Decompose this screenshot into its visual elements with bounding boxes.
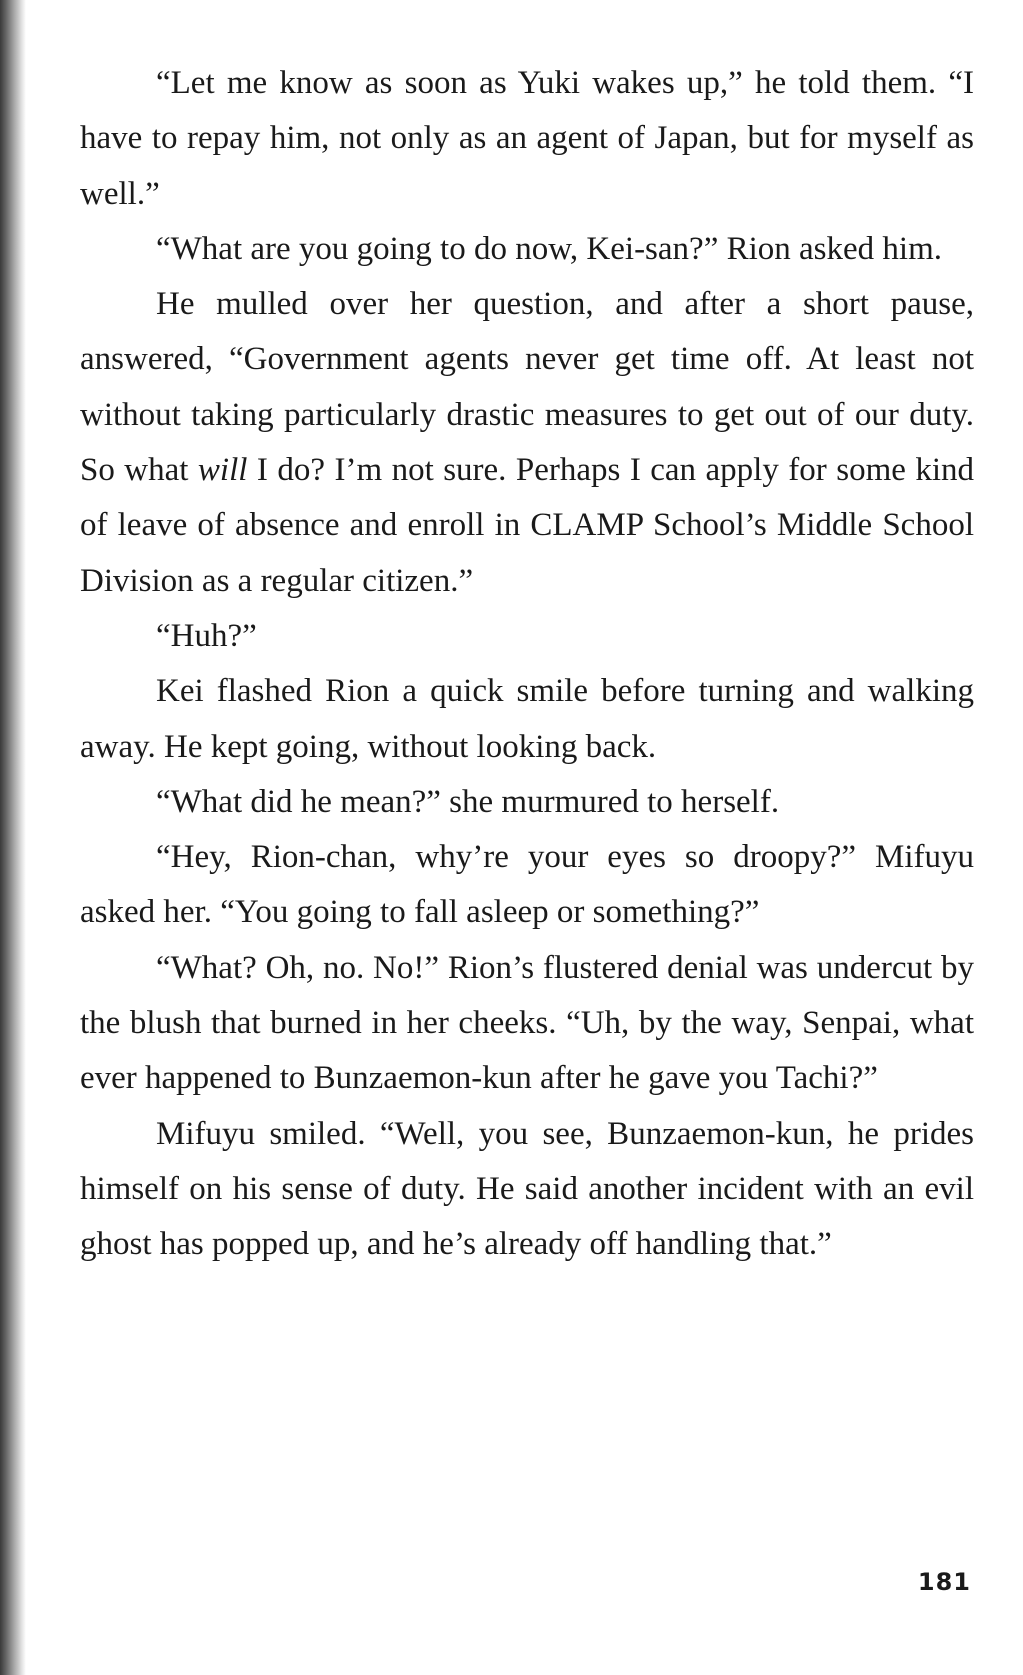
paragraph-4: “Huh?” — [156, 617, 257, 654]
emphasis-will: will — [197, 452, 248, 489]
body-text — [80, 56, 974, 1273]
paragraph-6: “What did he mean?” she murmured to herself. — [156, 783, 780, 820]
paragraph-9: Mifuyu smiled. “Well, you see, Bunzaemon-kun, he prides himself on his sense of duty. He said another incident with an evil ghost has popped up, and he’s already off handling that.” — [80, 1115, 974, 1263]
paragraph-3-lead: He mulled over her question, and after a short pause, answered, “Government agents never get time off. At least not without taking particularly drastic measures to get out of our duty. So what — [80, 286, 974, 489]
paragraph-8: “What? Oh, no. No!” Rion’s flustered denial was undercut by the blush that burned in her cheeks. “Uh, by the way, Senpai, what ever happened to Bunzaemon-kun after he gave you Tachi?” — [80, 949, 974, 1097]
paragraph-1: “Let me know as soon as Yuki wakes up,” he told them. “I have to repay him, not only as an agent of Japan, but for myself as well.” — [80, 65, 974, 212]
paragraph-3-rest: I do? I’m not sure. Perhaps I can apply for some kind of leave of absence and enroll in CLAMP School’s Middle School Division as a regular citizen.” — [80, 452, 975, 599]
spine-shadow — [0, 0, 26, 1675]
paragraph-2: “What are you going to do now, Kei-san?” Rion asked him. — [156, 230, 942, 267]
paragraph-7: “Hey, Rion-chan, why’re your eyes so droopy?” Mifuyu asked her. “You going to fall asleep or something?” — [80, 839, 974, 931]
paragraph-5: Kei flashed Rion a quick smile before turning and walking away. He kept going, without looking back. — [80, 673, 974, 765]
paragraph-3 — [80, 277, 974, 609]
page-number: 181 — [917, 1568, 971, 1596]
